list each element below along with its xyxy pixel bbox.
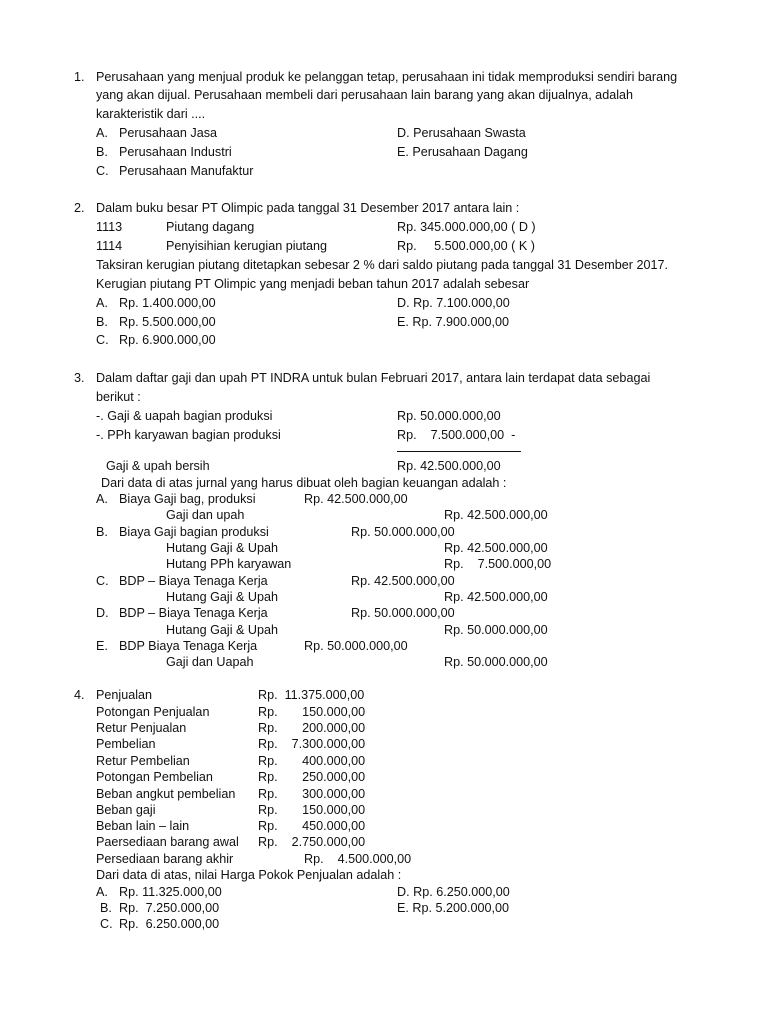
option-c: Rp. 6.250.000,00 — [119, 917, 220, 931]
payroll-item-label: -. Gaji & uapah bagian produksi — [96, 409, 273, 423]
option-a: Rp. 11.325.000,00 — [119, 885, 222, 899]
journal-debit-amount: Rp. 42.500.000,00 — [351, 574, 455, 588]
option-b: Perusahaan Industri — [119, 145, 232, 159]
question-number: 2. — [74, 201, 85, 215]
question-stem-line: Kerugian piutang PT Olimpic yang menjadi beban tahun 2017 adalah sebesar — [96, 277, 530, 291]
ledger-item-label: Potongan Penjualan — [96, 705, 210, 719]
question-prompt: Dari data di atas, nilai Harga Pokok Penjualan adalah : — [96, 868, 402, 882]
journal-credit-account: Hutang PPh karyawan — [166, 557, 292, 571]
question-stem-line: yang akan dijual. Perusahaan membeli dari perusahaan lain barang yang akan dijualnya, adalah — [96, 88, 634, 102]
question-number: 1. — [74, 70, 85, 84]
ledger-item-amount: Rp. 250.000,00 — [258, 770, 366, 784]
ledger-item-label: Beban angkut pembelian — [96, 787, 236, 801]
option-e: E. Rp. 7.900.000,00 — [397, 315, 510, 329]
account-code: 1113 — [96, 220, 123, 234]
question-number: 4. — [74, 688, 85, 702]
journal-debit-account: BDP Biaya Tenaga Kerja — [119, 639, 258, 653]
option-e: E. Rp. 5.200.000,00 — [397, 901, 510, 915]
option-letter: B. — [96, 525, 108, 539]
question-stem-line: berikut : — [96, 390, 141, 404]
journal-debit-amount: Rp. 50.000.000,00 — [304, 639, 408, 653]
journal-debit-amount: Rp. 50.000.000,00 — [351, 606, 455, 620]
ledger-item-amount: Rp. 200.000,00 — [258, 721, 366, 735]
payroll-item-label: -. PPh karyawan bagian produksi — [96, 428, 281, 442]
net-pay-amount: Rp. 42.500.000,00 — [397, 459, 501, 473]
option-b: Rp. 7.250.000,00 — [119, 901, 220, 915]
option-letter: A. — [96, 296, 108, 310]
option-d: D. Perusahaan Swasta — [397, 126, 526, 140]
option-c: Perusahaan Manufaktur — [119, 164, 254, 178]
option-c: Rp. 6.900.000,00 — [119, 333, 216, 347]
ledger-item-label: Pembelian — [96, 737, 156, 751]
total-rule — [397, 451, 521, 452]
journal-debit-account: BDP – Biaya Tenaga Kerja — [119, 606, 268, 620]
ledger-item-amount: Rp. 400.000,00 — [258, 754, 366, 768]
ledger-item-amount: Rp. 4.500.000,00 — [304, 852, 412, 866]
ledger-item-amount: Rp. 11.375.000,00 — [258, 688, 365, 702]
account-code: 1114 — [96, 239, 123, 253]
ledger-item-amount: Rp. 150.000,00 — [258, 803, 366, 817]
account-amount: Rp. 345.000.000,00 ( D ) — [397, 220, 536, 234]
journal-credit-amount: Rp. 50.000.000,00 — [444, 655, 548, 669]
journal-credit-amount: Rp. 42.500.000,00 — [444, 541, 548, 555]
ledger-item-label: Potongan Pembelian — [96, 770, 213, 784]
option-letter: E. — [96, 639, 108, 653]
ledger-item-amount: Rp. 450.000,00 — [258, 819, 366, 833]
option-a: Perusahaan Jasa — [119, 126, 218, 140]
account-name: Piutang dagang — [166, 220, 255, 234]
ledger-item-label: Retur Penjualan — [96, 721, 187, 735]
ledger-item-amount: Rp. 7.300.000,00 — [258, 737, 366, 751]
question-stem-line: karakteristik dari .... — [96, 107, 206, 121]
account-name: Penyisihian kerugian piutang — [166, 239, 328, 253]
question-stem-line: Dalam buku besar PT Olimpic pada tanggal 31 Desember 2017 antara lain : — [96, 201, 520, 215]
ledger-item-amount: Rp. 2.750.000,00 — [258, 835, 366, 849]
journal-credit-account: Gaji dan upah — [166, 508, 245, 522]
journal-credit-account: Hutang Gaji & Upah — [166, 590, 279, 604]
option-letter: C. — [96, 164, 109, 178]
journal-credit-amount: Rp. 42.500.000,00 — [444, 590, 548, 604]
ledger-item-label: Paersediaan barang awal — [96, 835, 239, 849]
payroll-item-amount: Rp. 50.000.000,00 — [397, 409, 501, 423]
journal-debit-amount: Rp. 42.500.000,00 — [304, 492, 408, 506]
option-b: Rp. 5.500.000,00 — [119, 315, 216, 329]
question-number: 3. — [74, 371, 85, 385]
question-prompt: Dari data di atas jurnal yang harus dibuat oleh bagian keuangan adalah : — [101, 476, 507, 490]
ledger-item-label: Penjualan — [96, 688, 153, 702]
journal-credit-amount: Rp. 42.500.000,00 — [444, 508, 548, 522]
ledger-item-amount: Rp. 300.000,00 — [258, 787, 366, 801]
option-d: D. Rp. 7.100.000,00 — [397, 296, 510, 310]
option-letter: C. — [96, 333, 109, 347]
option-a: Rp. 1.400.000,00 — [119, 296, 216, 310]
option-letter: A. — [96, 885, 108, 899]
option-letter: B. — [96, 315, 108, 329]
option-letter: C. — [96, 574, 109, 588]
question-stem-line: Dalam daftar gaji dan upah PT INDRA untuk bulan Februari 2017, antara lain terdapat data sebagai — [96, 371, 651, 385]
question-stem-line: Taksiran kerugian piutang ditetapkan sebesar 2 % dari saldo piutang pada tanggal 31 Desember 2017. — [96, 258, 669, 272]
journal-credit-amount: Rp. 50.000.000,00 — [444, 623, 548, 637]
option-letter: A. — [96, 492, 108, 506]
payroll-item-amount: Rp. 7.500.000,00 - — [397, 428, 516, 442]
journal-debit-account: Biaya Gaji bagian produksi — [119, 525, 269, 539]
option-letter: C. — [100, 917, 113, 931]
option-letter: A. — [96, 126, 108, 140]
option-e: E. Perusahaan Dagang — [397, 145, 528, 159]
option-letter: D. — [96, 606, 109, 620]
net-pay-label: Gaji & upah bersih — [106, 459, 210, 473]
question-stem-line: Perusahaan yang menjual produk ke pelanggan tetap, perusahaan ini tidak memproduksi sendiri barang — [96, 70, 678, 84]
ledger-item-label: Beban lain – lain — [96, 819, 190, 833]
ledger-item-label: Retur Pembelian — [96, 754, 190, 768]
option-letter: B. — [100, 901, 112, 915]
ledger-item-label: Persediaan barang akhir — [96, 852, 234, 866]
journal-debit-amount: Rp. 50.000.000,00 — [351, 525, 455, 539]
ledger-item-amount: Rp. 150.000,00 — [258, 705, 366, 719]
option-letter: B. — [96, 145, 108, 159]
journal-credit-account: Hutang Gaji & Upah — [166, 623, 279, 637]
journal-credit-account: Gaji dan Uapah — [166, 655, 254, 669]
option-d: D. Rp. 6.250.000,00 — [397, 885, 510, 899]
journal-debit-account: BDP – Biaya Tenaga Kerja — [119, 574, 268, 588]
journal-debit-account: Biaya Gaji bag, produksi — [119, 492, 256, 506]
account-amount: Rp. 5.500.000,00 ( K ) — [397, 239, 535, 253]
journal-credit-account: Hutang Gaji & Upah — [166, 541, 279, 555]
journal-credit-amount: Rp. 7.500.000,00 — [444, 557, 552, 571]
ledger-item-label: Beban gaji — [96, 803, 156, 817]
